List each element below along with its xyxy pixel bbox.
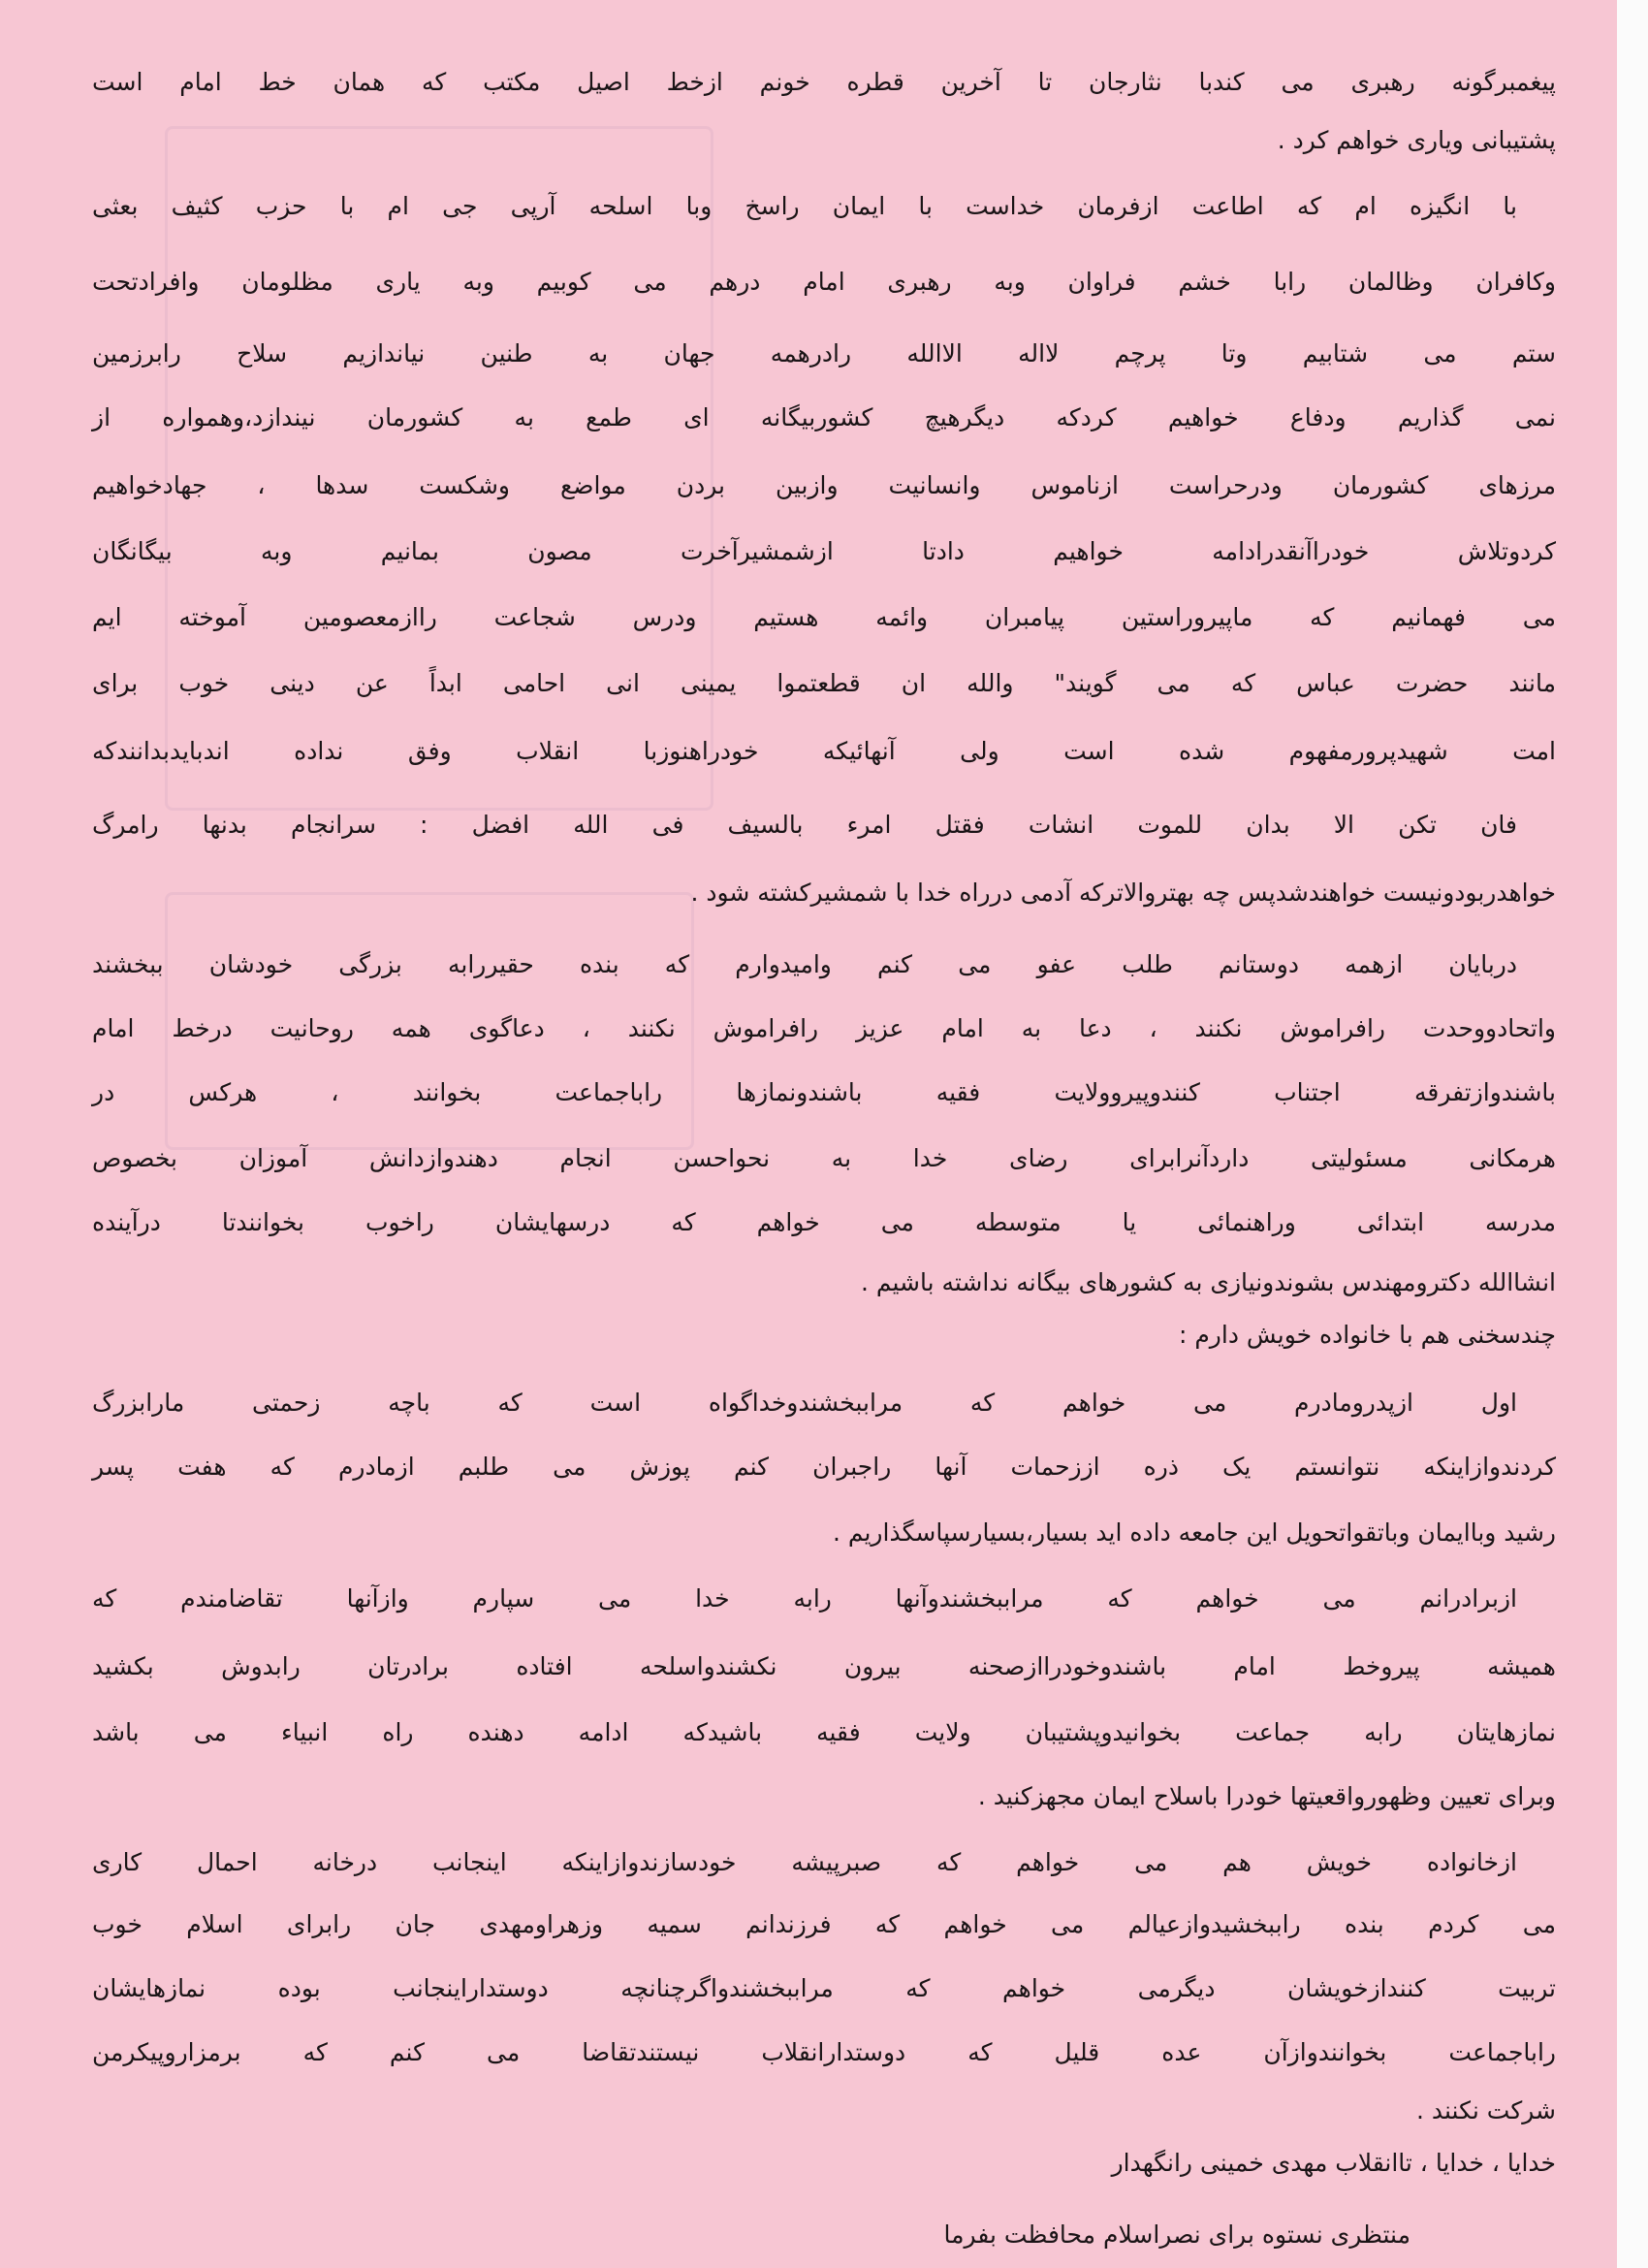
text-line: نمی گذاریم ودفاع خواهیم کردکه دیگرهیچ کشوربیگانه ای طمع به کشورمان نیندازد،وهمواره از — [92, 403, 1556, 431]
document-body — [92, 0, 1556, 2268]
text-line: باشندوازتفرقه اجتناب کنندوپیروولایت فقیه باشندونمازها راباجماعت بخوانند ، هرکس در — [92, 1078, 1556, 1106]
text-line: نمازهایتان رابه جماعت بخوانیدوپشتیبان ولایت فقیه باشیدکه ادامه دهنده راه انبیاء می باشد — [92, 1718, 1556, 1746]
text-line: رشید وباایمان وباتقواتحویل این جامعه داده اید بسیار،بسیارسپاسگذاریم . — [832, 1518, 1556, 1547]
text-line: خواهدربودونیست خواهندشدپس چه بهتروالاترکه آدمی درراه خدا با شمشیرکشته شود . — [690, 878, 1556, 907]
text-line: می فهمانیم که ماپیروراستین پیامبران وائمه هستیم ودرس شجاعت راازمعصومین آموخته ایم — [92, 603, 1556, 631]
text-line: چندسخنی هم با خانواده خویش دارم : — [1178, 1321, 1556, 1349]
text-line: ستم می شتابیم وتا پرچم لااله الاالله رادرهمه جهان به طنین نیاندازیم سلاح رابرزمین — [92, 339, 1556, 367]
text-line: دربایان ازهمه دوستانم طلب عفو می کنم وامیدوارم که بنده حقیررابه بزرگی خودشان ببخشند — [92, 950, 1517, 978]
text-line: شرکت نکنند . — [1415, 2096, 1556, 2124]
text-line: کردوتلاش خودراآنقدرادامه خواهیم دادتا ازشمشیرآخرت مصون بمانیم وبه بیگانگان — [92, 537, 1556, 565]
text-line: امت شهیدپرورمفهوم شده است ولی آنهائیکه خودراهنوزبا انقلاب وفق نداده اندبایدبدانندکه — [92, 737, 1556, 765]
page-edge — [1617, 0, 1648, 2268]
text-line: فان تکن الا بدان للموت انشات فقتل امرء بالسیف فی الله افضل : سرانجام بدنها رامرگ — [92, 811, 1517, 839]
text-line: انشاالله دکترومهندس بشوندونیازی به کشورهای بیگانه نداشته باشیم . — [860, 1268, 1556, 1296]
text-line: تربیت کنندازخویشان دیگرمی خواهم که مراببخشندواگرچنانچه دوستداراینجانب بوده نمازهایشان — [92, 1974, 1556, 2002]
text-line: وکافران وظالمان رابا خشم فراوان وبه رهبری امام درهم می کوبیم وبه یاری مظلومان وافرادتحت — [92, 268, 1556, 296]
text-line: خدایا ، خدایا ، تاانقلاب مهدی خمینی رانگهدار — [1111, 2149, 1556, 2177]
text-line: واتحادووحدت رافراموش نکنند ، دعا به امام عزیز رافراموش نکنند ، دعاگوی همه روحانیت درخط امام — [92, 1014, 1556, 1042]
text-line: کردندوازاینکه نتوانستم یک ذره اززحمات آنها راجبران کنم پوزش می طلبم ازمادرم که هفت پسر — [92, 1453, 1556, 1481]
text-line: با انگیزه ام که اطاعت ازفرمان خداست با ایمان راسخ وبا اسلحه آرپی جی ام با حزب کثیف بعثی — [92, 192, 1517, 220]
text-line: ازخانواده خویش هم می خواهم که صبرپیشه خودسازندوازاینکه اینجانب درخانه احمال کاری — [92, 1848, 1517, 1876]
text-line: پشتیبانی ویاری خواهم کرد . — [1277, 126, 1556, 154]
text-line: مرزهای کشورمان ودرحراست ازناموس وانسانیت وازبین بردن مواضع وشکست سدها ، جهادخواهیم — [92, 471, 1556, 499]
text-line: راباجماعت بخوانندوازآن عده قلیل که دوستدارانقلاب نیستندتقاضا می کنم که برمزاروپیکرمن — [92, 2038, 1556, 2066]
text-line: اول ازپدرومادرم می خواهم که مراببخشندوخداگواه است که باچه زحمتی مارابزرگ — [92, 1389, 1517, 1417]
text-line: مانند حضرت عباس که می گویند" والله ان قطعتموا یمینی انی احامی ابداً عن دینی خوب برای — [92, 669, 1556, 697]
text-line: می کردم بنده راببخشیدوازعیالم می خواهم که فرزندانم سمیه وزهراومهدی جان رابرای اسلام خوب — [92, 1910, 1556, 1938]
text-line: همیشه پیروخط امام باشندوخودراازصحنه بیرون نکشندواسلحه افتاده برادرتان رابدوش بکشید — [92, 1652, 1556, 1680]
text-line: پیغمبرگونه رهبری می کندبا نثارجان تا آخرین قطره خونم ازخط اصیل مکتب که همان خط امام است — [92, 68, 1556, 96]
text-line: منتظری نستوه برای نصراسلام محافظت بفرما — [943, 2220, 1410, 2249]
text-line: وبرای تعیین وظهورواقعیتها خودرا باسلاح ایمان مجهزکنید . — [977, 1782, 1556, 1810]
text-line: هرمکانی مسئولیتی داردآنرابرای رضای خدا به نحواحسن انجام دهندوازدانش آموزان بخصوص — [92, 1144, 1556, 1172]
text-line: ازبرادرانم می خواهم که مراببخشندوآنها رابه خدا می سپارم وازآنها تقاضامندم که — [92, 1584, 1517, 1613]
text-line: مدرسه ابتدائی وراهنمائی یا متوسطه می خواهم که درسهایشان راخوب بخوانندتا درآینده — [92, 1208, 1556, 1236]
